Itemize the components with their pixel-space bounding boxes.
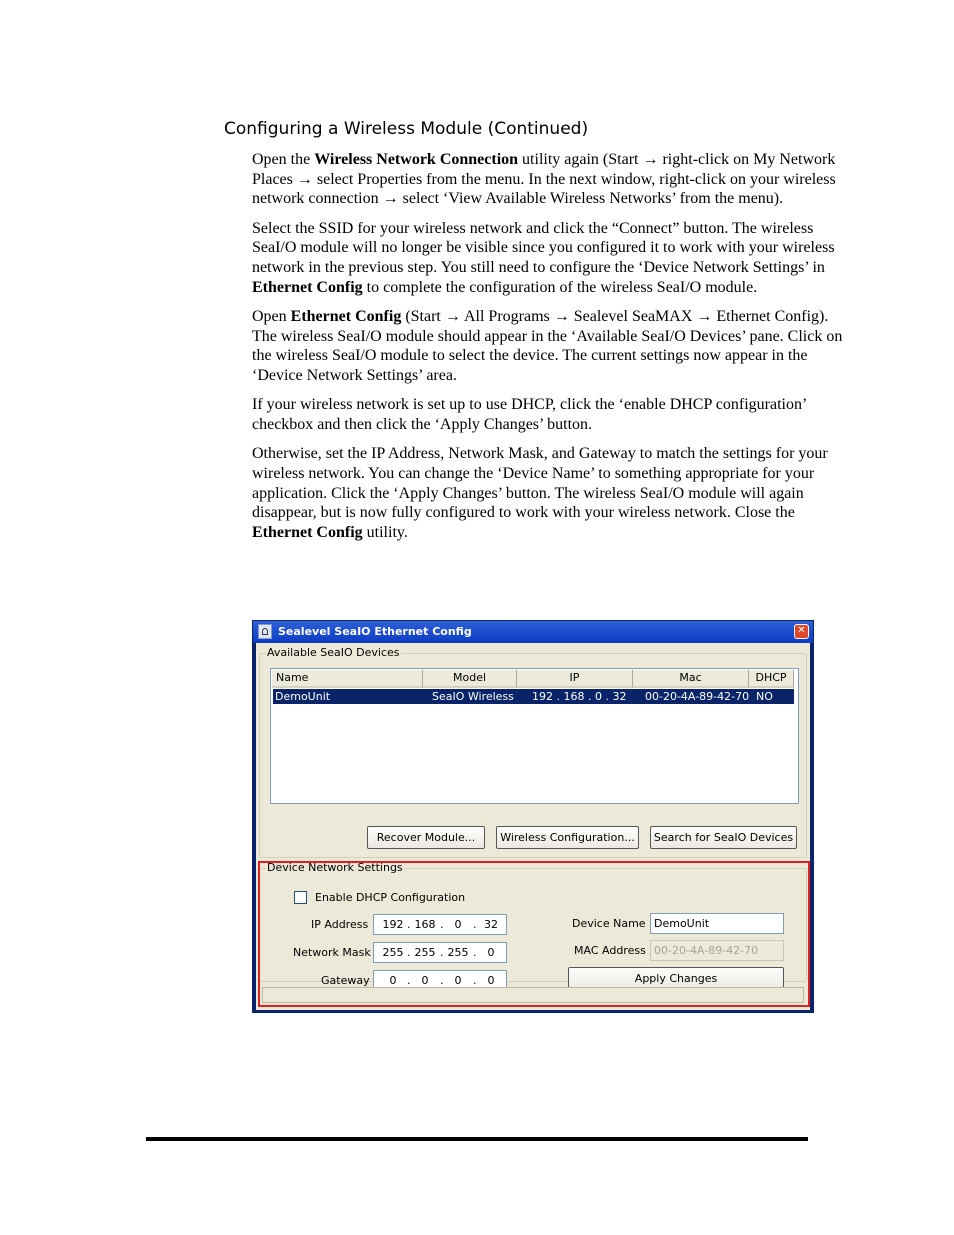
text-run: utility. xyxy=(362,523,408,541)
ip-address-label: IP Address xyxy=(311,918,369,931)
device-network-settings-label: Device Network Settings xyxy=(267,861,403,874)
cell-ip: 192 . 168 . 0 . 32 xyxy=(532,690,627,703)
bold-term: Ethernet Config xyxy=(252,523,363,541)
gateway-dot: . xyxy=(440,974,444,987)
text-run: If your wireless network is set up to use DHCP, click the ‘enable DHCP configuration’ checkbox and then click the ‘Apply Changes’ button. xyxy=(252,396,807,433)
gateway-dot: . xyxy=(407,974,411,987)
close-button[interactable]: ✕ xyxy=(794,624,809,639)
status-bar xyxy=(262,987,804,1003)
available-devices-group xyxy=(259,646,807,858)
ip-dot: . xyxy=(407,918,411,931)
paragraph-open-ethernet-config xyxy=(252,307,844,386)
text-run: utility again (Start → right-click on My Network Places → select Properties from the menu. In the next window, right-click on your wireless network connection → select ‘View Available Wireless Networks’ from the menu). xyxy=(252,151,836,208)
text-run: Open xyxy=(252,307,291,325)
text-run: Otherwise, set the IP Address, Network Mask, and Gateway to match the settings for your wireless network. You can change the ‘Device Name’ to something appropriate for your application. Click the ‘Apply Changes’ button. The wireless SeaI/O module will again disappear, but is now fully configured to work with your wireless network. Close the xyxy=(252,445,828,522)
mask-octet-3: 255 xyxy=(447,946,469,959)
enable-dhcp-label: Enable DHCP Configuration xyxy=(315,891,466,904)
ethernet-config-window xyxy=(252,620,814,1013)
column-header-dhcp[interactable]: DHCP xyxy=(749,670,794,688)
column-header-ip[interactable]: IP xyxy=(517,670,633,688)
paragraph-select-ssid xyxy=(252,219,844,298)
text-run: Open the xyxy=(252,151,315,168)
mac-address-label: MAC Address xyxy=(574,944,646,957)
recover-module-button[interactable]: Recover Module... xyxy=(367,826,485,849)
search-devices-button[interactable]: Search for SeaIO Devices xyxy=(650,826,797,849)
bold-term: Ethernet Config xyxy=(290,307,402,325)
cell-mac: 00-20-4A-89-42-70 xyxy=(645,690,750,703)
gateway-octet-2: 0 xyxy=(421,974,429,987)
paragraph-open-wireless-connection xyxy=(252,150,844,209)
cell-model: SeaIO Wireless xyxy=(432,690,514,703)
footer-rule xyxy=(146,1137,808,1141)
gateway-octet-1: 0 xyxy=(389,974,397,987)
column-header-name[interactable]: Name xyxy=(272,670,423,688)
column-header-mac[interactable]: Mac xyxy=(633,670,749,688)
mask-dot: . xyxy=(407,946,411,959)
mask-dot: . xyxy=(440,946,444,959)
section-heading: Configuring a Wireless Module (Continued) xyxy=(224,119,589,139)
window-title: Sealevel SeaIO Ethernet Config xyxy=(278,625,472,638)
mask-octet-4: 0 xyxy=(487,946,495,959)
devices-list[interactable] xyxy=(270,668,799,804)
wireless-configuration-button[interactable]: Wireless Configuration... xyxy=(496,826,639,849)
bold-term: Wireless Network Connection xyxy=(314,151,519,168)
window-client-area xyxy=(256,643,810,1010)
mask-octet-2: 255 xyxy=(414,946,436,959)
ip-dot: . xyxy=(473,918,477,931)
text-run: Select the SSID for your wireless network and click the “Connect” button. The wireless SeaI/O module will no longer be visible since you configured it to work with your wireless network in the previous step. You still need to configure the ‘Device Network Settings’ in xyxy=(252,219,835,277)
apply-changes-button[interactable]: Apply Changes xyxy=(568,967,784,990)
cell-dhcp: NO xyxy=(756,690,773,703)
column-header-model[interactable]: Model xyxy=(423,670,517,688)
ip-dot: . xyxy=(440,918,444,931)
ip-octet-3: 0 xyxy=(454,918,462,931)
network-mask-label: Network Mask xyxy=(293,946,371,959)
title-bar[interactable] xyxy=(253,621,813,643)
device-name-field[interactable]: DemoUnit xyxy=(650,913,784,934)
gateway-dot: . xyxy=(473,974,477,987)
device-name-label: Device Name xyxy=(572,917,646,930)
ip-octet-4: 32 xyxy=(484,918,498,931)
gateway-octet-3: 0 xyxy=(454,974,462,987)
available-devices-label: Available SeaIO Devices xyxy=(267,646,400,659)
bold-term: Ethernet Config xyxy=(252,278,363,296)
ip-octet-2: 168 xyxy=(414,918,436,931)
body-text xyxy=(252,150,844,552)
paragraph-otherwise xyxy=(252,444,844,543)
gateway-octet-4: 0 xyxy=(487,974,495,987)
mask-dot: . xyxy=(473,946,477,959)
text-run: (Start → All Programs → Sealevel SeaMAX → Ethernet Config). The wireless SeaI/O module should appear in the ‘Available SeaI/O Devices’ pane. Click on the wireless SeaI/O module to select the device. The current settings now appear in the ‘Device Network Settings’ area. xyxy=(252,307,843,385)
gateway-label: Gateway xyxy=(321,974,370,987)
mask-octet-1: 255 xyxy=(382,946,404,959)
ip-octet-1: 192 xyxy=(382,918,404,931)
text-run: to complete the configuration of the wireless SeaI/O module. xyxy=(362,278,758,296)
paragraph-dhcp xyxy=(252,395,844,434)
cell-name: DemoUnit xyxy=(275,690,331,703)
device-row-selected[interactable] xyxy=(273,689,794,704)
mac-address-field: 00-20-4A-89-42-70 xyxy=(650,940,784,961)
app-icon xyxy=(258,624,272,639)
red-highlight-box xyxy=(258,861,810,1007)
